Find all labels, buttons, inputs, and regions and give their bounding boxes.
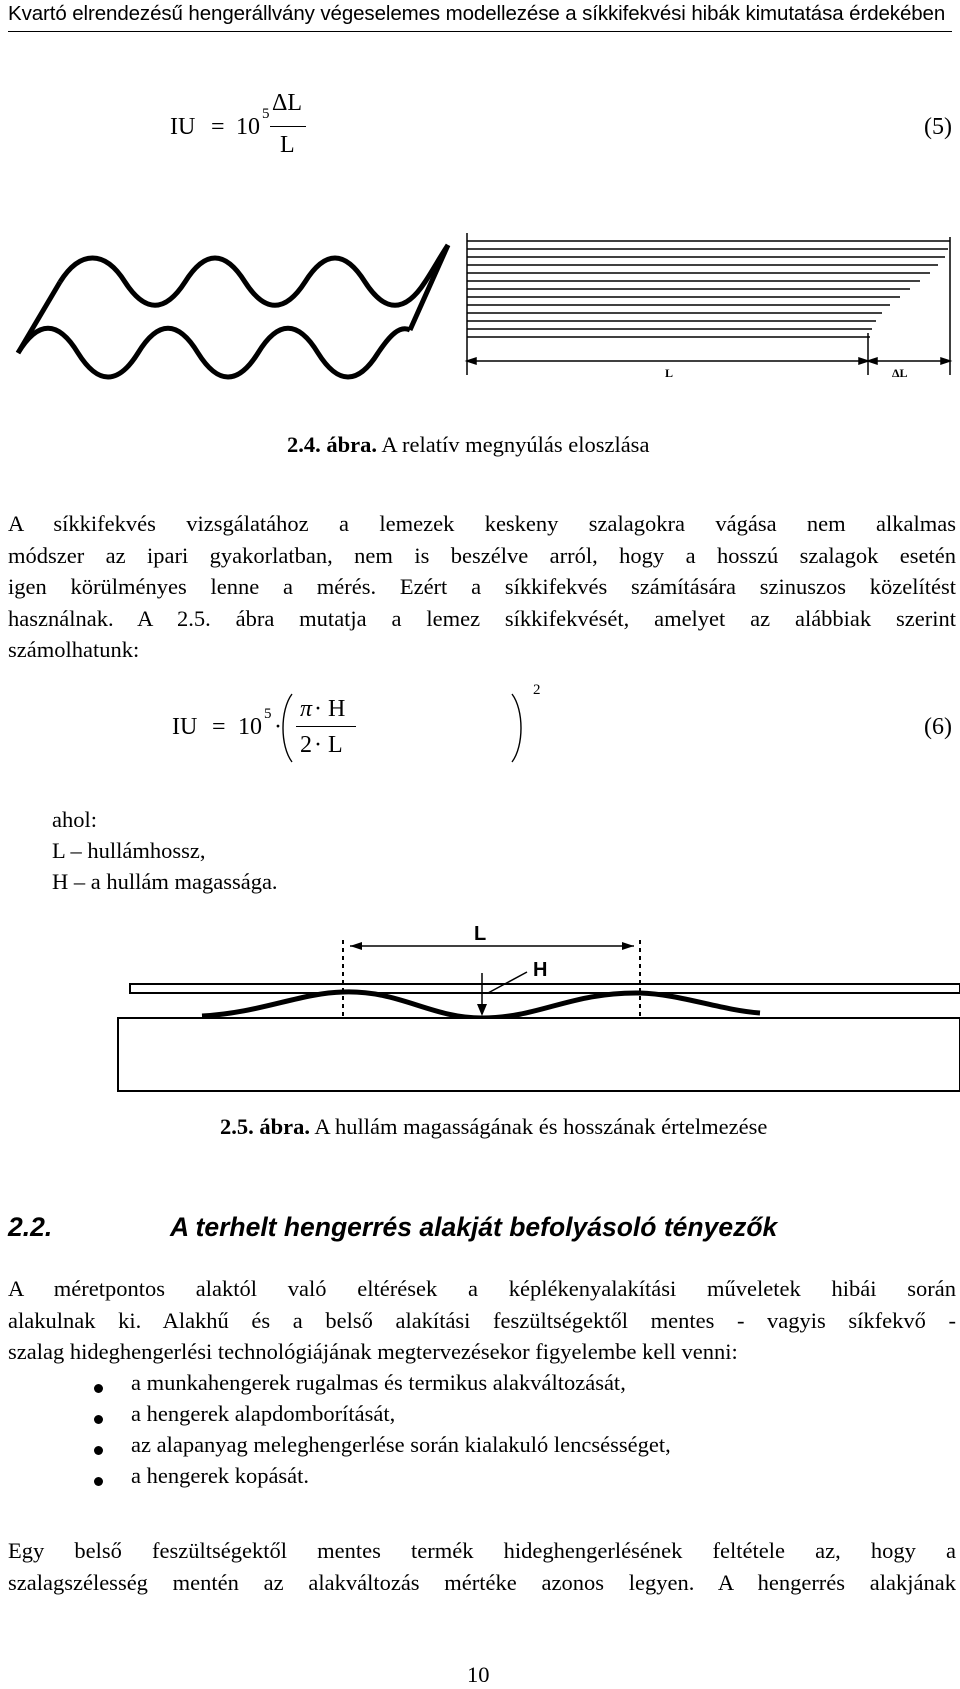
figure-2-4: [0, 225, 960, 395]
bullet-list: [0, 1370, 960, 1502]
fig25-label-L: L: [474, 923, 487, 945]
eq6-L: L: [328, 732, 343, 758]
eq6-dot-denominator: ·: [314, 732, 322, 758]
figure-2-4-caption: [287, 432, 649, 458]
bullet-item: a munkahengerek rugalmas és termikus alakváltozását,: [131, 1370, 626, 1395]
eq5-numerator: ΔL: [272, 90, 303, 116]
wavy-strip-drawing: [18, 245, 448, 377]
definitions-intro: ahol:: [52, 807, 97, 832]
paragraph-1-line: használnak. A 2.5. ábra mutatja a lemez síkkifekvését, amelyet az alábbiak szerint: [8, 605, 956, 631]
equation-6: [168, 682, 952, 770]
strip-lines: [467, 233, 950, 375]
eq6-pi: π: [300, 696, 313, 722]
paragraph-3-line: Egy belső feszültségektől mentes termék hideghengerlésének feltétele az, hogy a: [8, 1538, 956, 1563]
eq6-dot-numerator: ·: [314, 696, 322, 722]
definition-H: H – a hullám magassága.: [52, 869, 278, 894]
equation-5: [168, 90, 952, 168]
paragraph-3-line: szalagszélesség mentén az alakváltozás mértéke azonos legyen. A hengerrés alakjának: [8, 1569, 956, 1595]
figure-2-5-caption-text: A hullám magasságának és hosszának értelmezése: [310, 1114, 768, 1139]
figure-2-4-caption-text: A relatív megnyúlás eloszlása: [377, 432, 650, 457]
paragraph-1-line: igen körülményes lenne a mérés. Ezért a síkkifekvés számítására szinuszos közelítést: [8, 574, 956, 599]
section-number: 2.2.: [8, 1212, 53, 1242]
eq5-lhs: IU: [170, 114, 196, 140]
bullet-item: a hengerek alapdomborítását,: [131, 1401, 396, 1426]
figure-2-5: [0, 918, 960, 1098]
bullet-marker: [94, 1384, 103, 1393]
paragraph-2-line: alakulnak ki. Alakhű és a belső alakítási feszültségektől mentes - vagyis síkfekvő -: [8, 1307, 956, 1333]
section-title: A terhelt hengerrés alakját befolyásoló tényezők: [170, 1212, 778, 1242]
eq5-equals: =: [211, 114, 225, 140]
fig25-label-H: H: [533, 959, 548, 981]
eq6-fraction-bar: [296, 726, 356, 727]
eq5-number: (5): [924, 114, 952, 140]
paragraph-1-line: számolhatunk:: [8, 637, 140, 662]
eq5-fraction-bar: [270, 126, 306, 127]
eq5-denominator: L: [280, 132, 295, 158]
eq6-equals: =: [212, 714, 226, 740]
paragraph-1-line: A síkkifekvés vizsgálatához a lemezek keskeny szalagokra vágása nem alkalmas: [8, 511, 956, 536]
paragraph-2: [8, 1273, 956, 1368]
bullet-marker: [94, 1446, 103, 1455]
fig24-label-L: L: [665, 366, 674, 380]
eq6-two: 2: [300, 732, 312, 758]
eq6-H: H: [328, 696, 346, 722]
eq5-exponent: 5: [262, 106, 270, 122]
header-rule: [8, 31, 952, 32]
eq6-number: (6): [924, 714, 952, 740]
page-number: 10: [467, 1662, 490, 1687]
fig25-base-block: [118, 1018, 960, 1091]
paragraph-2-line: A méretpontos alaktól való eltérések a képlékenyalakítási műveletek hibái során: [8, 1276, 956, 1301]
paragraph-2-line: szalag hideghengerlési technológiájának megtervezésekor figyelembe kell venni:: [8, 1339, 738, 1364]
eq6-power: 2: [533, 682, 541, 698]
paragraph-3: [8, 1535, 956, 1598]
bullet-item: a hengerek kopását.: [131, 1463, 310, 1488]
eq5-base: 10: [236, 114, 260, 140]
running-header: Kvartó elrendezésű hengerállvány végeselemes modellezése a síkkifekvési hibák kimutatása érdekében: [8, 2, 946, 25]
definition-L: L – hullámhossz,: [52, 838, 206, 863]
fig25-flat-strip: [130, 984, 960, 993]
bullet-marker: [94, 1477, 103, 1486]
bullet-marker: [94, 1415, 103, 1424]
eq6-lhs: IU: [172, 714, 198, 740]
bullet-item: az alapanyag meleghengerlése során kialakuló lencsésséget,: [131, 1432, 671, 1457]
eq6-exponent: 5: [264, 706, 272, 722]
fig24-label-dL: ΔL: [892, 366, 908, 380]
figure-2-5-caption: [220, 1114, 767, 1140]
paragraph-1: [8, 508, 956, 666]
figure-2-4-caption-label: 2.4. ábra.: [287, 432, 377, 457]
eq6-dot: ·: [274, 714, 282, 740]
paragraph-1-line: módszer az ipari gyakorlatban, nem is beszélve arról, hogy a hosszú szalagok esetén: [8, 542, 956, 568]
figure-2-5-caption-label: 2.5. ábra.: [220, 1114, 310, 1139]
eq6-base: 10: [238, 714, 262, 740]
